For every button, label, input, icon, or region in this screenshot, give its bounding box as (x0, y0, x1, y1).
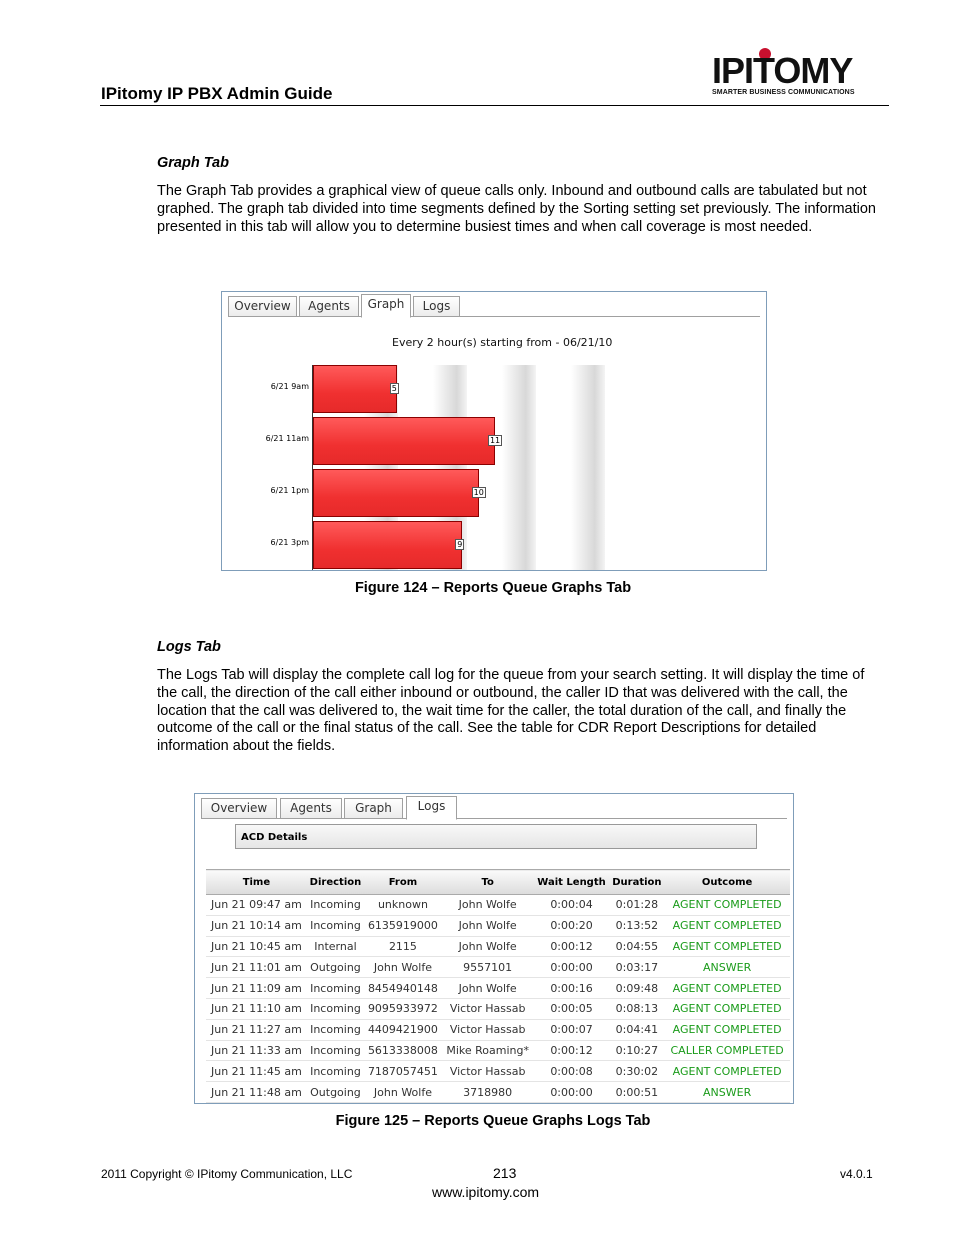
call-log-table (206, 869, 790, 1103)
table-cell: 0:01:28 (610, 895, 665, 916)
table-cell: Incoming (307, 895, 364, 916)
table-cell: Incoming (307, 1040, 364, 1061)
table-cell: 0:00:16 (534, 978, 610, 999)
table-cell: 0:00:04 (534, 895, 610, 916)
table-cell: Incoming (307, 1061, 364, 1082)
footer-copyright: 2011 Copyright © IPitomy Communication, LLC (101, 1167, 353, 1181)
table-cell: CALLER COMPLETED (664, 1040, 790, 1061)
company-logo (707, 48, 887, 100)
chart-category-label: 6/21 1pm (270, 486, 309, 495)
footer-page-number: 213 (493, 1165, 517, 1181)
table-row[interactable] (206, 978, 790, 999)
chart-data-label: 10 (473, 488, 484, 497)
tab-logs[interactable]: Logs (413, 296, 460, 316)
logs-tab-paragraph: The Logs Tab will display the complete call log for the queue from your search setting. It will display the time of the call, the direction of the call either inbound or outbound, the caller ID that was delivered with the call, the location that the call was delivered to, the wait time for the caller, the total duration of the call, and finally the outcome of the call or the final status of the call. See the table for CDR Report Descriptions for detailed information about the fields. (157, 667, 865, 755)
table-cell: 5613338008 (364, 1040, 442, 1061)
table-cell: Jun 21 11:45 am (206, 1061, 307, 1082)
table-row[interactable] (206, 1082, 790, 1103)
table-cell: 7187057451 (364, 1061, 442, 1082)
table-cell: 0:00:00 (534, 957, 610, 978)
table-row[interactable] (206, 915, 790, 936)
table-cell: 0:00:08 (534, 1061, 610, 1082)
table-cell: John Wolfe (442, 978, 534, 999)
tab-logs[interactable]: Logs (406, 796, 457, 820)
table-cell: Jun 21 10:14 am (206, 915, 307, 936)
table-cell: John Wolfe (442, 895, 534, 916)
column-header[interactable]: Wait Length (534, 870, 610, 895)
table-cell: 3718980 (442, 1082, 534, 1103)
chart-data-label: 9 (457, 540, 463, 549)
table-cell: AGENT COMPLETED (664, 1019, 790, 1040)
table-cell: 0:00:05 (534, 998, 610, 1019)
table-row[interactable] (206, 1040, 790, 1061)
table-cell: 0:00:20 (534, 915, 610, 936)
chart-category-label: 6/21 9am (270, 382, 309, 391)
table-cell: Victor Hassab (442, 1019, 534, 1040)
chart-bar (313, 469, 479, 517)
column-header[interactable]: Direction (307, 870, 364, 895)
table-cell: 0:03:17 (610, 957, 665, 978)
acd-details-panel-title: ACD Details (235, 824, 757, 849)
column-header[interactable]: To (442, 870, 534, 895)
chart-title: Every 2 hour(s) starting from - 06/21/10 (392, 336, 613, 349)
table-cell: 0:00:07 (534, 1019, 610, 1040)
table-cell: Victor Hassab (442, 1061, 534, 1082)
table-cell: 2115 (364, 936, 442, 957)
table-cell: Incoming (307, 1019, 364, 1040)
table-cell: Jun 21 10:45 am (206, 936, 307, 957)
table-cell: 0:10:27 (610, 1040, 665, 1061)
table-row[interactable] (206, 957, 790, 978)
table-cell: unknown (364, 895, 442, 916)
table-cell: Incoming (307, 998, 364, 1019)
table-cell: Jun 21 11:48 am (206, 1082, 307, 1103)
footer-website[interactable]: www.ipitomy.com (432, 1184, 540, 1200)
chart-data-label: 5 (391, 384, 397, 393)
table-cell: Incoming (307, 978, 364, 999)
table-cell: Outgoing (307, 957, 364, 978)
tab-agents[interactable]: Agents (299, 296, 359, 316)
table-row[interactable] (206, 936, 790, 957)
figure-125-caption: Figure 125 – Reports Queue Graphs Logs Tab (335, 1113, 651, 1129)
header-divider (100, 105, 889, 106)
column-header[interactable]: Time (206, 870, 307, 895)
table-cell: ANSWER (664, 1082, 790, 1103)
table-cell: Jun 21 11:09 am (206, 978, 307, 999)
chart-category-label: 6/21 11am (265, 434, 309, 443)
chart-grid-band (571, 365, 605, 571)
column-header[interactable]: Outcome (664, 870, 790, 895)
table-cell: 0:08:13 (610, 998, 665, 1019)
table-cell: 0:13:52 (610, 915, 665, 936)
logo-tagline: SMARTER BUSINESS COMMUNICATIONS (712, 89, 855, 96)
table-row[interactable] (206, 1019, 790, 1040)
table-cell: Jun 21 09:47 am (206, 895, 307, 916)
column-header[interactable]: Duration (610, 870, 665, 895)
graph-tabbar (228, 294, 760, 317)
logs-screenshot (194, 793, 794, 1104)
table-row[interactable] (206, 998, 790, 1019)
chart-bar (313, 417, 495, 465)
table-row[interactable] (206, 1061, 790, 1082)
chart-category-label: 6/21 3pm (270, 538, 309, 547)
graph-tab-paragraph: The Graph Tab provides a graphical view of queue calls only. Inbound and outbound calls are tabulated but not graphed. The graph tab divided into time segments defined by the Sorting setting set previously. The information presented in this tab will allow you to determine busiest times and when call coverage is most needed. (157, 183, 876, 235)
table-cell: 9557101 (442, 957, 534, 978)
table-cell: 0:30:02 (610, 1061, 665, 1082)
graph-screenshot (221, 291, 767, 571)
table-cell: 0:04:55 (610, 936, 665, 957)
chart-grid-band (502, 365, 536, 571)
tab-graph[interactable]: Graph (344, 798, 403, 818)
table-cell: 9095933972 (364, 998, 442, 1019)
table-cell: AGENT COMPLETED (664, 978, 790, 999)
chart-data-label: 11 (489, 436, 501, 445)
table-cell: Outgoing (307, 1082, 364, 1103)
tab-overview[interactable]: Overview (228, 296, 297, 316)
table-header-row (206, 870, 790, 895)
logs-tabbar (201, 796, 787, 819)
table-cell: 0:00:12 (534, 1040, 610, 1061)
tab-graph[interactable]: Graph (361, 294, 411, 318)
table-cell: John Wolfe (442, 915, 534, 936)
table-cell: John Wolfe (364, 957, 442, 978)
table-cell: Jun 21 11:01 am (206, 957, 307, 978)
table-cell: 0:04:41 (610, 1019, 665, 1040)
table-cell: 8454940148 (364, 978, 442, 999)
table-cell: AGENT COMPLETED (664, 915, 790, 936)
table-cell: John Wolfe (364, 1082, 442, 1103)
table-row[interactable] (206, 895, 790, 916)
table-cell: John Wolfe (442, 936, 534, 957)
table-cell: 0:00:12 (534, 936, 610, 957)
table-cell: Jun 21 11:27 am (206, 1019, 307, 1040)
tab-overview[interactable]: Overview (201, 798, 277, 818)
tab-agents[interactable]: Agents (280, 798, 342, 818)
table-cell: Jun 21 11:10 am (206, 998, 307, 1019)
table-cell: Internal (307, 936, 364, 957)
figure-124-caption: Figure 124 – Reports Queue Graphs Tab (354, 580, 632, 596)
table-cell: 0:00:00 (534, 1082, 610, 1103)
table-cell: 6135919000 (364, 915, 442, 936)
table-cell: Jun 21 11:33 am (206, 1040, 307, 1061)
table-cell: AGENT COMPLETED (664, 1061, 790, 1082)
chart-y-axis (312, 365, 313, 571)
table-cell: AGENT COMPLETED (664, 998, 790, 1019)
chart-bar (313, 365, 397, 413)
logo-wordmark: IPITOMY (712, 50, 853, 91)
table-cell: 4409421900 (364, 1019, 442, 1040)
table-cell: Mike Roaming* (442, 1040, 534, 1061)
table-cell: ANSWER (664, 957, 790, 978)
table-cell: Incoming (307, 915, 364, 936)
table-cell: AGENT COMPLETED (664, 936, 790, 957)
chart-bar (313, 521, 462, 569)
footer-version: v4.0.1 (840, 1167, 873, 1181)
table-cell: Victor Hassab (442, 998, 534, 1019)
logs-tab-heading: Logs Tab (157, 639, 221, 655)
column-header[interactable]: From (364, 870, 442, 895)
graph-tab-heading: Graph Tab (157, 155, 229, 171)
table-cell: AGENT COMPLETED (664, 895, 790, 916)
document-title: IPitomy IP PBX Admin Guide (101, 84, 333, 103)
table-cell: 0:09:48 (610, 978, 665, 999)
table-cell: 0:00:51 (610, 1082, 665, 1103)
